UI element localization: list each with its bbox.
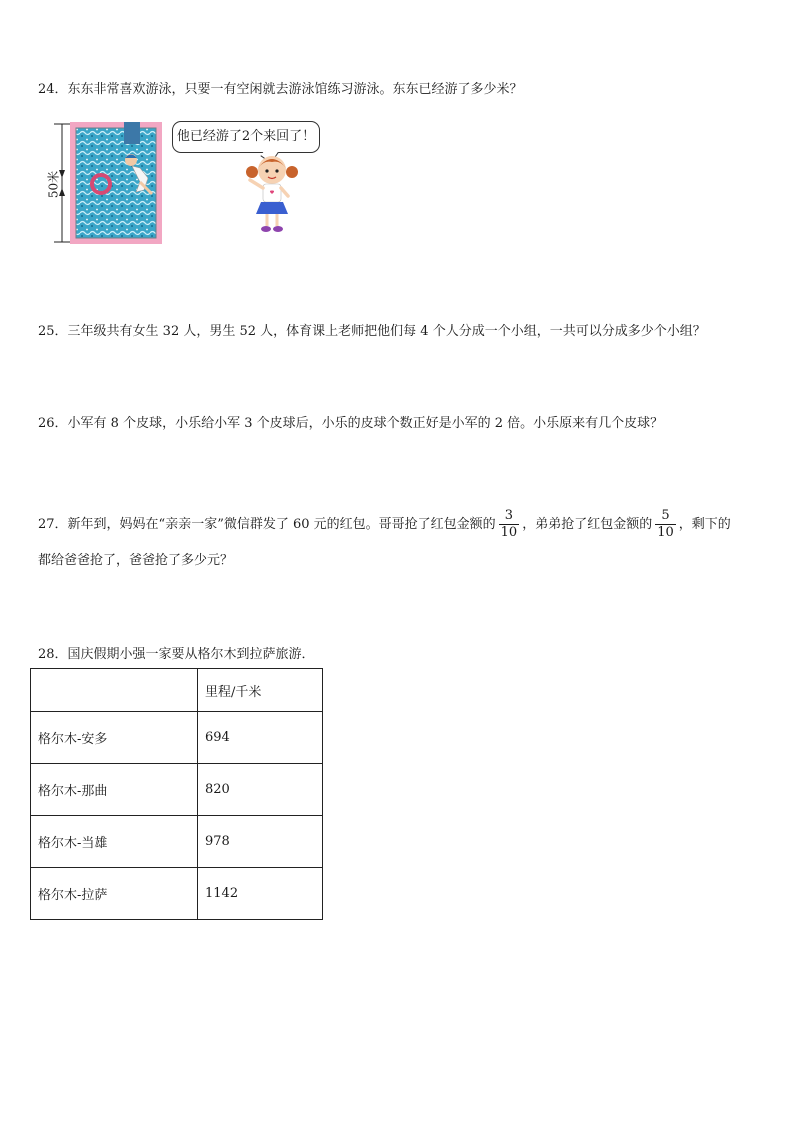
speech-bubble: 他已经游了2个来回了！ (172, 121, 320, 153)
route-cell: 格尔木-那曲 (31, 764, 198, 816)
table-row (31, 764, 323, 816)
table-row (31, 868, 323, 920)
question-27-part1: 27．新年到，妈妈在“亲亲一家”微信群发了 60 元的红包。哥哥抢了红包金额的 (38, 517, 496, 532)
table-header-cell: 里程/千米 (198, 669, 323, 712)
pool-length-label: 50米 (46, 170, 61, 199)
fraction-denominator: 10 (500, 525, 518, 540)
fraction-denominator: 10 (657, 525, 674, 540)
question-27-line1 (38, 508, 731, 542)
question-27-part3: ，剩下的 (678, 517, 731, 532)
table-row (31, 712, 323, 764)
table-row (31, 816, 323, 868)
fraction-numerator: 5 (655, 508, 676, 525)
fraction-5-10 (655, 508, 676, 541)
table-header-row (31, 669, 323, 712)
route-cell: 格尔木-安多 (31, 712, 198, 764)
question-27-line2: 都给爸爸抢了，爸爸抢了多少元？ (38, 553, 234, 568)
girl-cartoon-illustration (244, 150, 300, 234)
fraction-numerator: 3 (499, 508, 520, 525)
question-28-text: 28．国庆假期小强一家要从格尔木到拉萨旅游． (38, 647, 315, 662)
question-25-text: 25．三年级共有女生 32 人，男生 52 人，体育课上老师把他们每 4 个人分成一个小组，一共可以分成多少个小组？ (38, 324, 706, 339)
distance-cell: 978 (198, 816, 323, 868)
route-cell: 格尔木-拉萨 (31, 868, 198, 920)
question-27-part2: ，弟弟抢了红包金额的 (522, 517, 653, 532)
route-cell: 格尔木-当雄 (31, 816, 198, 868)
distance-cell: 694 (198, 712, 323, 764)
table-header-cell (31, 669, 198, 712)
fraction-3-10 (499, 508, 520, 541)
swimming-pool-illustration (40, 118, 168, 248)
distance-cell: 1142 (198, 868, 323, 920)
distance-table (30, 668, 323, 920)
question-24-text: 24．东东非常喜欢游泳，只要一有空闲就去游泳馆练习游泳。东东已经游了多少米？ (38, 82, 523, 97)
question-26-text: 26．小军有 8 个皮球，小乐给小军 3 个皮球后，小乐的皮球个数正好是小军的 2 倍。小乐原来有几个皮球？ (38, 416, 664, 431)
distance-cell: 820 (198, 764, 323, 816)
